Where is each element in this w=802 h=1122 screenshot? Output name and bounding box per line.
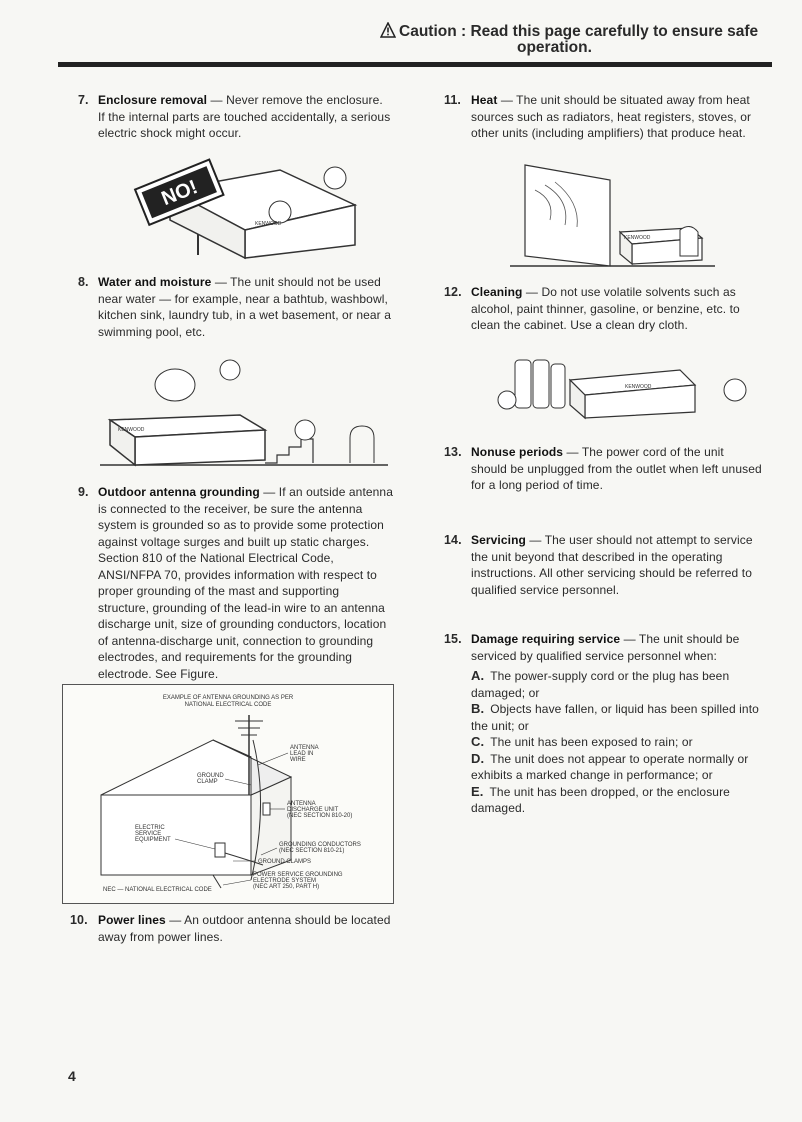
- list-letter: D.: [471, 750, 485, 766]
- label-ground-clamps: GROUND CLAMPS: [258, 859, 312, 865]
- list-text: The unit has been exposed to rain; or: [490, 735, 693, 749]
- item-number: 12.: [444, 285, 462, 299]
- list-text: The unit has been dropped, or the enclosure damaged.: [471, 784, 730, 815]
- label-service-1: ELECTRIC: [135, 825, 165, 831]
- list-letter: E.: [471, 783, 484, 799]
- item-8: [78, 274, 393, 340]
- brand-label: KENWOOD: [624, 235, 651, 241]
- item-number: 15.: [444, 632, 462, 646]
- item-14: [444, 532, 762, 598]
- illustration-heat: [510, 160, 715, 270]
- list-item: [471, 784, 762, 817]
- damage-conditions-list: [451, 668, 762, 817]
- brand-label: KENWOOD: [625, 384, 652, 390]
- item-title: Enclosure removal: [98, 93, 208, 107]
- left-column-10: [70, 912, 393, 945]
- list-item: [471, 668, 762, 701]
- left-column-9: [78, 484, 393, 682]
- list-item: [471, 734, 762, 751]
- item-text: — If an outside antenna is connected to the receiver, be sure the antenna system is grounded so as to provide some protection against voltage surges and built up static charges. Section 810 of the National Electrical Code, ANSI/NFPA 70, provides information with respect to proper grounding of the mast and supporting structure, grounding of the lead-in wire to an antenna discharge unit, size of grounding conductors, location of antenna-discharge unit, connection to grounding electrodes, and requirements for the grounding electrode. See Figure.: [98, 485, 393, 681]
- item-title: Outdoor antenna grounding: [98, 485, 260, 499]
- list-text: Objects have fallen, or liquid has been spilled into the unit; or: [471, 702, 759, 733]
- warning-triangle-icon: [380, 22, 396, 38]
- label-conductors-1: GROUNDING CONDUCTORS: [279, 842, 361, 848]
- label-electrode-1: POWER SERVICE GROUNDING: [253, 872, 343, 878]
- list-item: [471, 751, 762, 784]
- label-ground-clamp-1: GROUND: [197, 773, 224, 779]
- label-antenna-lead-3: WIRE: [290, 757, 306, 763]
- item-title: Power lines: [98, 913, 166, 927]
- item-text: — An outdoor antenna should be located away from power lines.: [98, 913, 391, 944]
- label-antenna-lead-2: LEAD IN: [290, 751, 314, 757]
- item-text: — The power cord of the unit should be unplugged from the outlet when left unused for a long period of time.: [471, 445, 762, 492]
- label-electrode-2: ELECTRODE SYSTEM: [253, 878, 317, 884]
- antenna-grounding-figure: [62, 684, 394, 904]
- list-text: The power-supply cord or the plug has been damaged; or: [471, 669, 730, 700]
- label-service-3: EQUIPMENT: [135, 837, 171, 843]
- illustration-water: [100, 345, 390, 470]
- item-13: [444, 444, 762, 494]
- item-text: — The user should not attempt to service the unit beyond that described in the operating instructions. All other servicing should be referred to qualified service personnel.: [471, 533, 753, 597]
- page-number: 4: [68, 1068, 76, 1084]
- item-9: [78, 484, 393, 682]
- item-number: 9.: [78, 485, 89, 499]
- item-text: — The unit should be serviced by qualified service personnel when:: [471, 632, 740, 663]
- item-number: 14.: [444, 533, 462, 547]
- item-12: [444, 284, 762, 334]
- brand-label: KENWOOD: [255, 221, 282, 227]
- label-service-2: SERVICE: [135, 831, 162, 837]
- illustration-cleaning: [495, 350, 765, 425]
- item-number: 11.: [444, 93, 461, 107]
- item-text: — The unit should be situated away from heat sources such as radiators, heat registers, stoves, or other units (including amplifiers) that produce heat.: [471, 93, 752, 140]
- right-column-13: [444, 444, 762, 494]
- item-title: Cleaning: [471, 285, 523, 299]
- label-ground-clamp-2: CLAMP: [197, 779, 218, 785]
- item-number: 13.: [444, 445, 462, 459]
- list-letter: B.: [471, 701, 485, 716]
- item-text: — Do not use volatile solvents such as alcohol, paint thinner, gasoline, or benzine, etc. to clean the cabinet. Use a clean dry cloth.: [471, 285, 740, 332]
- label-discharge-1: ANTENNA: [287, 801, 316, 807]
- item-text: — Never remove the enclosure. If the internal parts are touched accidentally, a serious electric shock might occur.: [98, 93, 391, 140]
- list-text: The unit does not appear to operate normally or exhibits a marked change in performance; or: [471, 751, 749, 782]
- label-discharge-3: (NEC SECTION 810-20): [287, 813, 353, 819]
- illustration-enclosure: [130, 150, 360, 260]
- right-column-14: [444, 532, 762, 598]
- figure-title-line2: NATIONAL ELECTRICAL CODE: [184, 702, 272, 708]
- right-column-15: [444, 631, 762, 817]
- figure-title-line1: EXAMPLE OF ANTENNA GROUNDING AS PER: [162, 695, 294, 701]
- item-title: Heat: [471, 93, 498, 107]
- header-line1: Caution : Read this page carefully to ensure safe: [399, 23, 759, 40]
- item-15: [444, 631, 762, 664]
- label-antenna-lead-1: ANTENNA: [290, 745, 319, 751]
- item-number: 7.: [78, 93, 89, 107]
- header-rule: [58, 62, 772, 67]
- list-item: [471, 701, 762, 734]
- list-letter: A.: [471, 668, 485, 683]
- item-title: Damage requiring service: [471, 632, 621, 646]
- list-letter: C.: [471, 734, 485, 749]
- no-sign-text: NO!: [158, 176, 201, 211]
- item-10: [70, 912, 393, 945]
- item-11: [444, 92, 762, 142]
- item-7: [78, 92, 393, 142]
- item-number: 10.: [70, 913, 88, 927]
- left-column-8: [78, 274, 393, 340]
- item-title: Servicing: [471, 533, 526, 547]
- right-column-11: [444, 92, 762, 142]
- item-title: Water and moisture: [98, 275, 212, 289]
- item-text: — The unit should not be used near water — for example, near a bathtub, washbowl, kitchen sink, laundry tub, in a wet basement, or near a swimming pool, etc.: [98, 275, 391, 339]
- label-nec: NEC — NATIONAL ELECTRICAL CODE: [103, 887, 212, 893]
- brand-label: KENWOOD: [118, 427, 145, 433]
- label-electrode-3: (NEC ART 250, PART H): [253, 884, 320, 890]
- left-column: [78, 92, 393, 142]
- item-number: 8.: [78, 275, 89, 289]
- label-discharge-2: DISCHARGE UNIT: [287, 807, 339, 813]
- header-line2: operation.: [517, 39, 592, 56]
- label-conductors-2: (NEC SECTION 810-21): [279, 848, 345, 854]
- page-header: [380, 22, 780, 56]
- item-title: Nonuse periods: [471, 445, 564, 459]
- right-column-12: [444, 284, 762, 334]
